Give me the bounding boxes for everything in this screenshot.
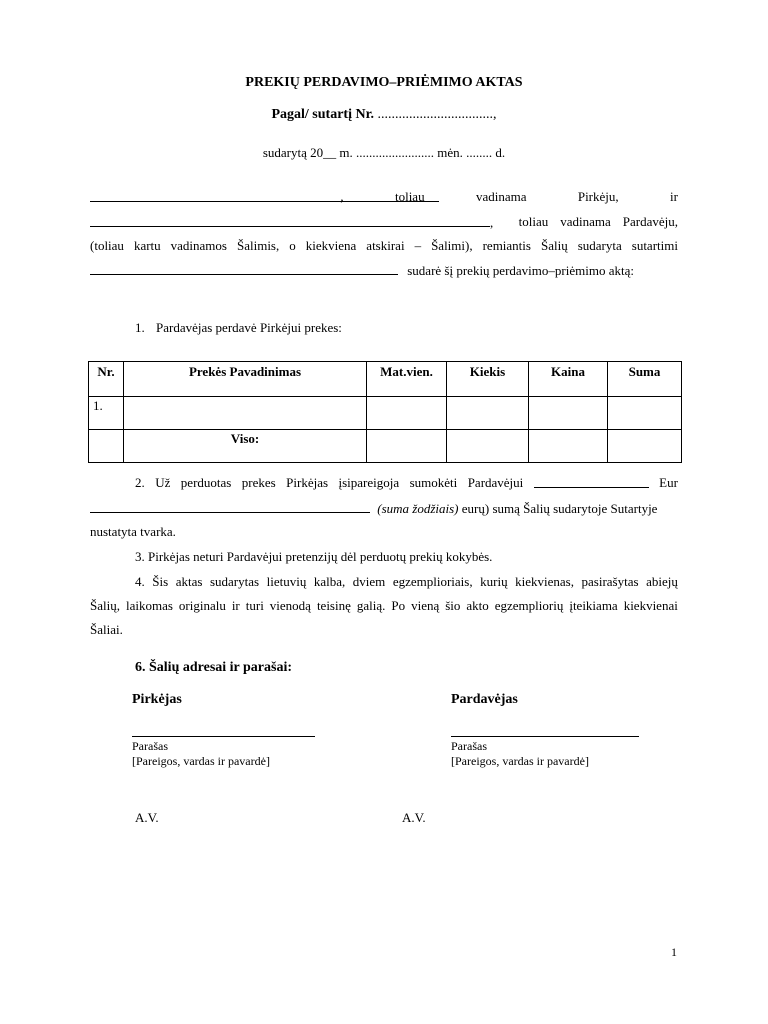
intro-word: toliau (518, 214, 549, 229)
section-4-word: Po (391, 598, 406, 613)
column-header-unit: Mat.vien. (367, 362, 447, 397)
intro-word: sudaryta (577, 238, 622, 253)
section-4-word: galią. (356, 598, 386, 613)
total-label: Viso: (124, 430, 367, 463)
seller-signature-label: Parašas (451, 739, 487, 753)
section-4-word: originalu (178, 598, 226, 613)
section-4-line-1 (135, 574, 678, 590)
section-3: 3. Pirkėjas neturi Pardavėjui pretenzijų dėl perduotų prekių kokybės. (135, 549, 493, 564)
cell-price (529, 430, 608, 463)
amount-words-blank (90, 500, 370, 513)
cell-sum-total[interactable] (608, 430, 682, 463)
contract-reference (0, 107, 768, 123)
section-4-line-2 (90, 598, 678, 614)
seller-stamp: A.V. (402, 810, 426, 825)
intro-word: sutartimi (631, 238, 678, 253)
intro-line-2 (90, 214, 678, 231)
seller-name-blank (90, 214, 490, 227)
cell-quantity[interactable] (447, 397, 529, 430)
buyer-position-label: [Pareigos, vardas ir pavardė] (132, 754, 270, 768)
table-total-row (89, 430, 682, 463)
cell-price[interactable] (529, 397, 608, 430)
section-2-word: Už (155, 475, 171, 490)
buyer-stamp: A.V. (135, 810, 159, 825)
amount-words-hint: (suma žodžiais) (377, 501, 459, 516)
intro-line-3 (90, 238, 678, 254)
contract-name-blank (90, 262, 398, 275)
table-row (89, 397, 682, 430)
intro-word: Pardavėju, (622, 214, 678, 229)
section-4-word: turi (245, 598, 264, 613)
cell-quantity (447, 430, 529, 463)
contract-reference-label: Pagal/ sutartį Nr. (271, 107, 375, 122)
section-4-word: dviem (352, 574, 386, 589)
section-2-word: Pardavėjui (467, 475, 524, 490)
intro-word: vadinama (560, 214, 611, 229)
cell-nr: 1. (89, 397, 124, 430)
section-2-line-2 (90, 500, 657, 517)
section-4-word: lietuvių (266, 574, 307, 589)
section-2-word: 2. (135, 475, 145, 490)
section-4-word: abiejų (646, 574, 678, 589)
section-4-line-3: Šaliai. (90, 622, 123, 637)
cell-nr (89, 430, 124, 463)
currency-label: Eur (659, 475, 678, 490)
intro-line-1 (90, 189, 678, 205)
document-title: PREKIŲ PERDAVIMO–PRIĖMIMO AKTAS (245, 75, 523, 90)
section-4-word: kalba, (313, 574, 346, 589)
section-2-text: eurų) sumą Šalių sudarytoje Sutartyje (461, 501, 658, 516)
intro-word: o (289, 238, 296, 253)
section-4-word: Šis (152, 574, 169, 589)
section-4-word: įteikiama (569, 598, 618, 613)
cell-name[interactable] (124, 397, 367, 430)
contract-date-line: sudarytą 20__ m. ........................ mėn. ........ d. (262, 145, 506, 160)
intro-comma: , (340, 189, 344, 204)
intro-word: kartu (133, 238, 161, 253)
section-4-word: ir (231, 598, 240, 613)
section-2-word: sumokėti (409, 475, 458, 490)
column-header-quantity: Kiekis (447, 362, 529, 397)
section-2-word: perduotas (180, 475, 232, 490)
intro-word: Šalių (540, 238, 568, 253)
cell-unit[interactable] (367, 397, 447, 430)
section-4-word: teisinę (316, 598, 351, 613)
intro-line-4-text: sudarė šį prekių perdavimo–priėmimo aktą: (407, 263, 634, 278)
section-2-line-3: nustatyta tvarka. (90, 524, 176, 539)
intro-word: ir (670, 189, 678, 204)
buyer-title: Pirkėjas (132, 692, 182, 707)
cell-sum[interactable] (608, 397, 682, 430)
buyer-signature-line[interactable] (132, 736, 315, 737)
section-4-word: Šalių, (90, 598, 120, 613)
seller-signature-line[interactable] (451, 736, 639, 737)
contract-number-placeholder: ................................., (374, 107, 497, 122)
section-4-word: kiekvienas, (515, 574, 574, 589)
seller-title: Pardavėjas (451, 692, 518, 707)
intro-word: atskirai (366, 238, 405, 253)
section-4-word: vienodą (269, 598, 311, 613)
intro-word: Pirkėju, (577, 189, 619, 204)
section-4-word: akto (466, 598, 489, 613)
intro-word: (toliau (90, 238, 124, 253)
column-header-nr: Nr. (89, 362, 124, 397)
intro-word: Šalimi), (431, 238, 473, 253)
goods-table (88, 361, 682, 463)
section-4-word: egzemplioriais, (392, 574, 473, 589)
intro-word: Šalimis, (236, 238, 280, 253)
section-4-word: aktas (175, 574, 203, 589)
section-2-word: prekes (241, 475, 276, 490)
section-2-line-1 (135, 475, 678, 491)
page-number: 1 (671, 945, 677, 959)
section-1-text: Pardavėjas perdavė Pirkėjui prekes: (156, 320, 342, 335)
cell-unit (367, 430, 447, 463)
table-header-row (89, 362, 682, 397)
column-header-sum: Suma (608, 362, 682, 397)
column-header-price: Kaina (529, 362, 608, 397)
buyer-signature-label: Parašas (132, 739, 168, 753)
intro-word: – (414, 238, 422, 253)
intro-word: remiantis (482, 238, 531, 253)
buyer-name-blank (90, 189, 439, 202)
intro-word: vadinama (475, 189, 527, 204)
section-6-title: 6. Šalių adresai ir parašai: (135, 660, 293, 675)
amount-blank (534, 475, 649, 488)
section-4-word: pasirašytas (581, 574, 639, 589)
section-4-word: vieną (411, 598, 440, 613)
section-4-word: egzempliorių (494, 598, 564, 613)
section-4-word: sudarytas (209, 574, 260, 589)
intro-word: kiekviena (305, 238, 357, 253)
section-2-word: įsipareigoja (338, 475, 400, 490)
intro-word: toliau (394, 189, 425, 204)
section-4-word: laikomas (125, 598, 173, 613)
intro-line-4 (90, 262, 634, 279)
intro-word: vadinamos (170, 238, 227, 253)
section-1-number: 1. (135, 320, 145, 335)
section-4-word: šio (445, 598, 461, 613)
section-4-word: 4. (135, 574, 145, 589)
section-2-word: Pirkėjas (286, 475, 329, 490)
column-header-name: Prekės Pavadinimas (124, 362, 367, 397)
seller-position-label: [Pareigos, vardas ir pavardė] (451, 754, 589, 768)
intro-comma: , (490, 215, 494, 230)
section-4-word: kurių (480, 574, 508, 589)
section-1 (135, 320, 342, 336)
section-4-word: kiekvienai (623, 598, 678, 613)
